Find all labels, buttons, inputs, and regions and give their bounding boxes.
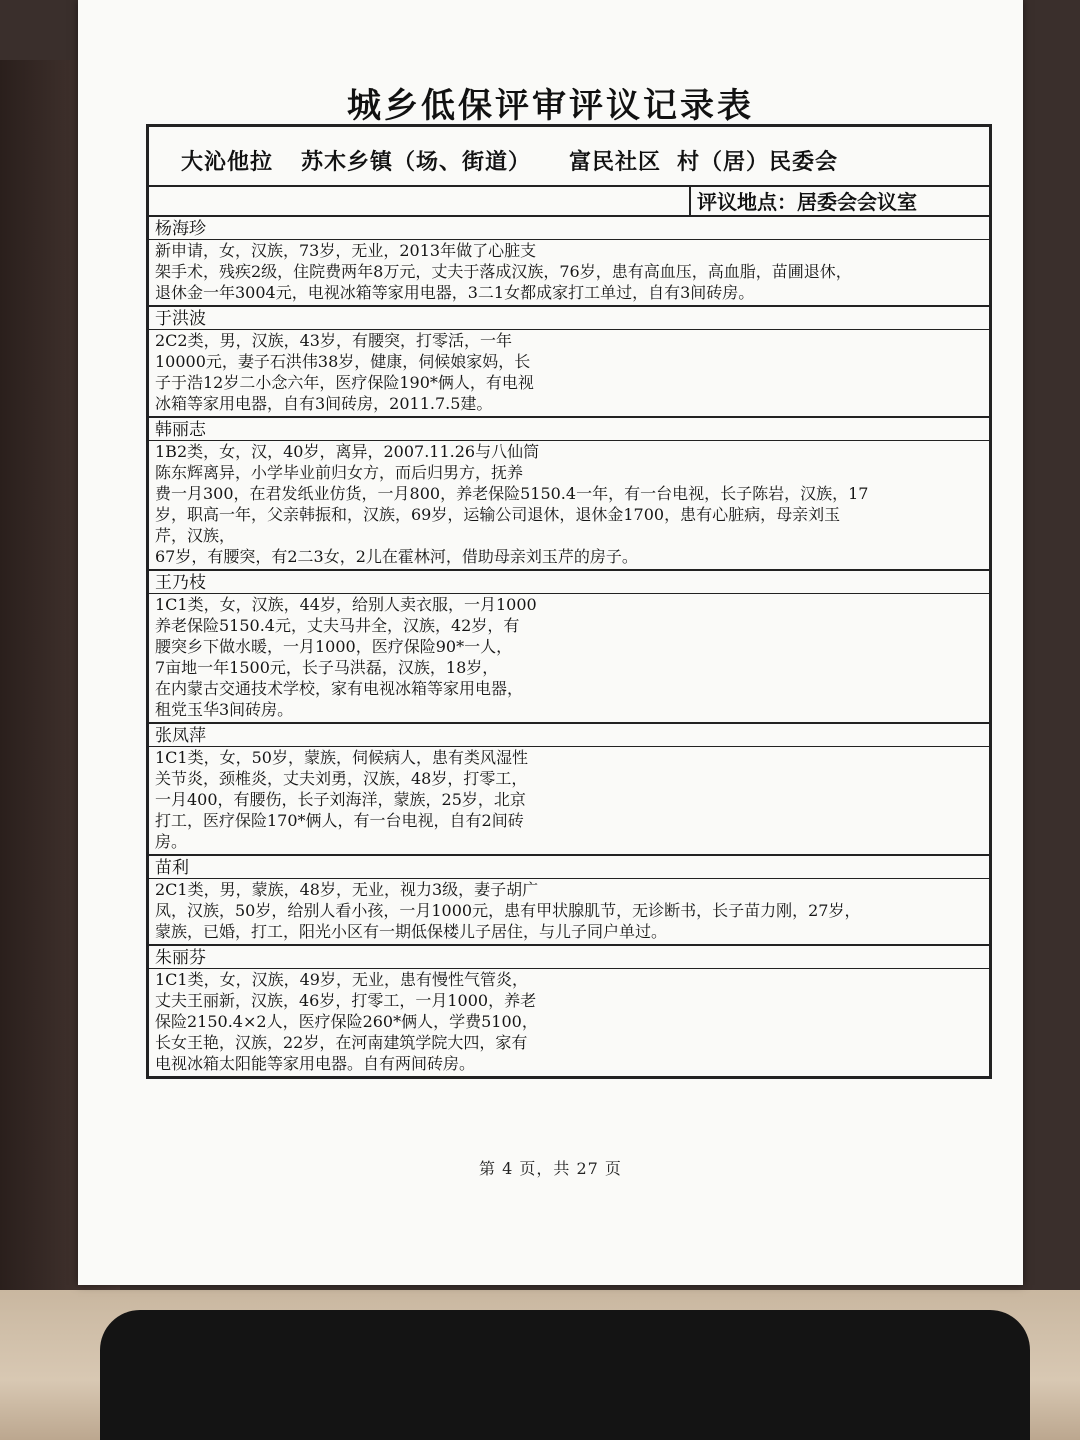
location-row [149, 187, 989, 217]
detail-line: 子于浩12岁二小念六年，医疗保险190*俩人，有电视 [155, 373, 534, 392]
applicant-details [155, 879, 981, 942]
detail-line: 1C1类，女，50岁，蒙族，伺候病人，患有类风湿性 [155, 748, 528, 767]
entries-list [149, 217, 989, 1076]
detail-line: 1C1类，女，汉族，44岁，给别人卖衣服，一月1000 [155, 595, 537, 614]
detail-line: 67岁，有腰突，有2二3女，2儿在霍林河，借助母亲刘玉芹的房子。 [155, 547, 638, 566]
detail-line: 岁，职高一年，父亲韩振和，汉族，69岁，运输公司退休，退休金1700，患有心脏病，母亲刘玉 [155, 505, 841, 524]
detail-line: 房。 [155, 832, 188, 851]
applicant-entry [149, 571, 989, 724]
detail-line: 芹，汉族， [155, 526, 236, 545]
detail-line: 冰箱等家用电器，自有3间砖房，2011.7.5建。 [155, 394, 493, 413]
applicant-details [155, 969, 981, 1074]
applicant-entry [149, 856, 989, 946]
applicant-name: 于洪波 [149, 309, 989, 330]
page-number: 第 4 页，共 27 页 [479, 1159, 622, 1178]
detail-line: 10000元，妻子石洪伟38岁，健康，伺候娘家妈，长 [155, 352, 531, 371]
detail-line: 2C2类，男，汉族，43岁，有腰突，打零活，一年 [155, 331, 512, 350]
location-cell: 评议地点：居委会会议室 [689, 187, 989, 215]
applicant-name: 苗利 [149, 858, 989, 879]
applicant-entry [149, 724, 989, 856]
community-name: 富民社区 [569, 149, 662, 175]
applicant-entry [149, 946, 989, 1076]
detail-line: 在内蒙古交通技术学校，家有电视冰箱等家用电器， [155, 679, 524, 698]
detail-line: 一月400，有腰伤，长子刘海洋，蒙族，25岁，北京 [155, 790, 526, 809]
applicant-entry [149, 217, 989, 307]
detail-line: 租党玉华3间砖房。 [155, 700, 294, 719]
applicant-details [155, 330, 981, 414]
dark-cloth [100, 1310, 1030, 1440]
applicant-name: 王乃枝 [149, 573, 989, 594]
applicant-name: 韩丽志 [149, 420, 989, 441]
detail-line: 退休金一年3004元，电视冰箱等家用电器，3二1女都成家打工单过，自有3间砖房。 [155, 283, 755, 302]
applicant-name: 张凤萍 [149, 726, 989, 747]
detail-line: 1B2类，女，汉，40岁，离异，2007.11.26与八仙筒 [155, 442, 540, 461]
applicant-name: 杨海珍 [149, 219, 989, 240]
applicant-entry [149, 307, 989, 418]
applicant-details [155, 594, 981, 720]
detail-line: 关节炎，颈椎炎，丈夫刘勇，汉族，48岁，打零工， [155, 769, 528, 788]
township-label: 苏木乡镇（场、街道） [301, 149, 532, 175]
document-title: 城乡低保评审评议记录表 [347, 86, 754, 126]
applicant-details [155, 747, 981, 852]
detail-line: 架手术，残疾2级，住院费两年8万元，丈夫于落成汉族，76岁，患有高血压，高血脂，苗圃退休， [155, 262, 852, 281]
detail-line: 电视冰箱太阳能等家用电器。自有两间砖房。 [155, 1054, 476, 1073]
form-header-row [149, 127, 989, 187]
applicant-name: 朱丽芬 [149, 948, 989, 969]
detail-line: 长女王艳，汉族，22岁，在河南建筑学院大四，家有 [155, 1033, 528, 1052]
detail-line: 7亩地一年1500元，长子马洪磊，汉族，18岁， [155, 658, 499, 677]
town-name: 大沁他拉 [181, 149, 274, 175]
detail-line: 新申请，女，汉族，73岁，无业，2013年做了心脏支 [155, 241, 537, 260]
applicant-entry [149, 418, 989, 571]
detail-line: 陈东辉离异，小学毕业前归女方，而后归男方，抚养 [155, 463, 524, 482]
detail-line: 保险2150.4×2人，医疗保险260*俩人，学费5100， [155, 1012, 538, 1031]
detail-line: 2C1类，男，蒙族，48岁，无业，视力3级，妻子胡广 [155, 880, 539, 899]
applicant-details [155, 240, 981, 303]
detail-line: 腰突乡下做水暖，一月1000，医疗保险90*一人， [155, 637, 513, 656]
detail-line: 费一月300，在君发纸业仿货，一月800，养老保险5150.4一年，有一台电视，长子陈岩，汉族，17 [155, 484, 869, 503]
detail-line: 凤，汉族，50岁，给别人看小孩，一月1000元，患有甲状腺肌节，无诊断书，长子苗力刚，27岁， [155, 901, 861, 920]
committee-label: 村（居）民委会 [677, 149, 839, 175]
record-form [146, 124, 992, 1079]
detail-line: 蒙族，已婚，打工，阳光小区有一期低保楼儿子居住，与儿子同户单过。 [155, 922, 668, 941]
detail-line: 丈夫王丽新，汉族，46岁，打零工，一月1000，养老 [155, 991, 537, 1010]
detail-line: 打工，医疗保险170*俩人，有一台电视，自有2间砖 [155, 811, 524, 830]
paper-sheet [78, 0, 1023, 1285]
detail-line: 1C1类，女，汉族，49岁，无业，患有慢性气管炎， [155, 970, 528, 989]
applicant-details [155, 441, 981, 567]
detail-line: 养老保险5150.4元，丈夫马井全，汉族，42岁，有 [155, 616, 520, 635]
